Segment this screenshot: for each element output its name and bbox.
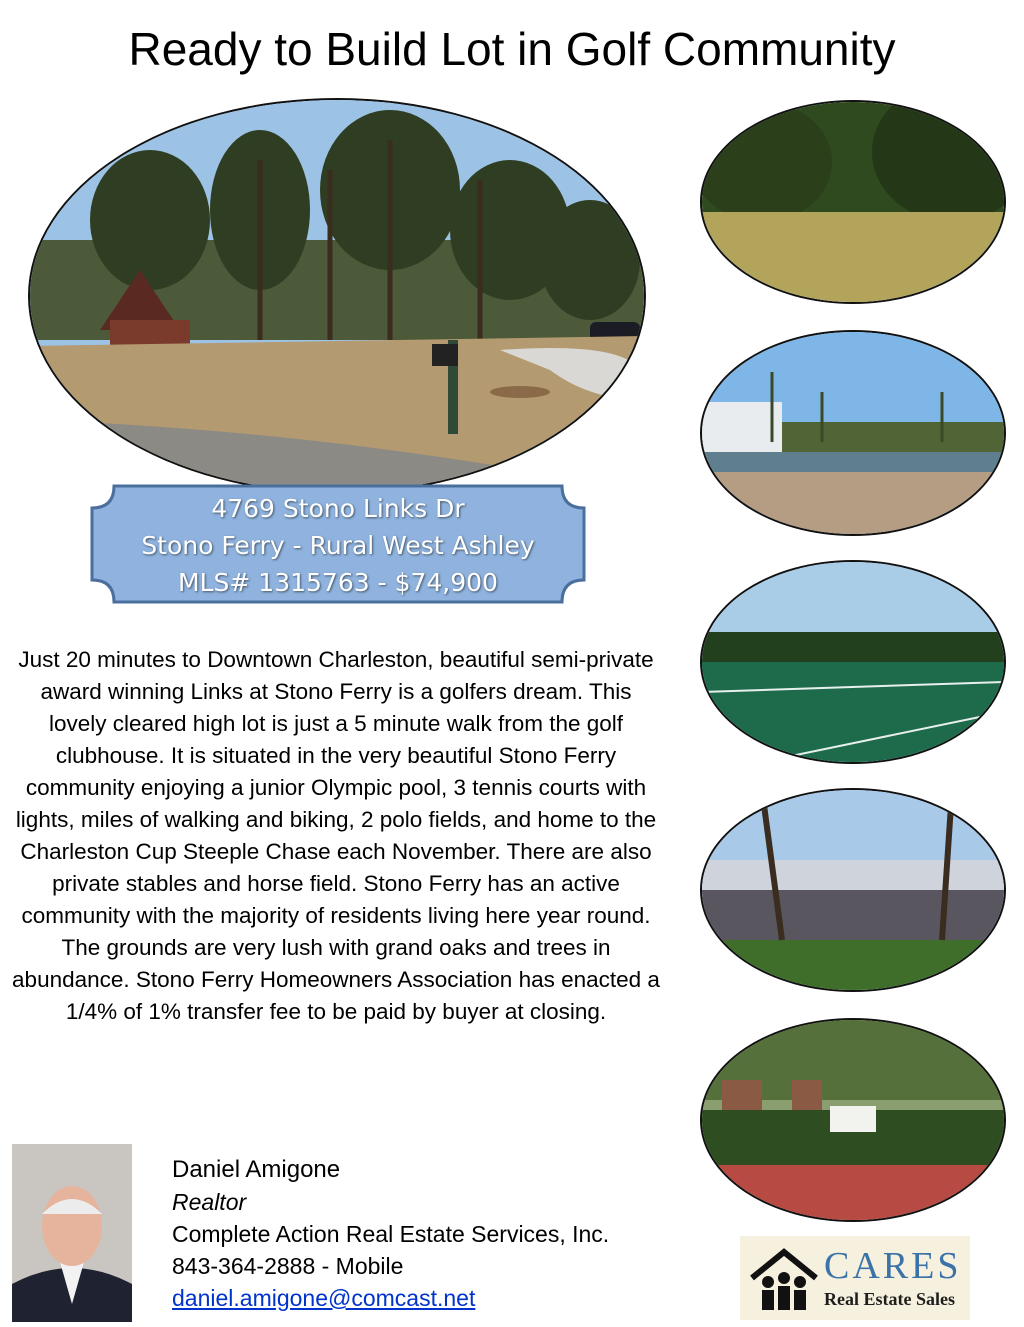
- listing-plaque: [90, 484, 586, 604]
- tennis-courts-photo: [700, 560, 1006, 764]
- listing-area: Stono Ferry - Rural West Ashley: [141, 531, 535, 560]
- entrance-sign-photo: [700, 1018, 1006, 1222]
- agent-email-link[interactable]: daniel.amigone@comcast.net: [172, 1285, 476, 1311]
- agent-name: Daniel Amigone: [172, 1156, 341, 1183]
- agent-portrait: [12, 1144, 132, 1322]
- page-title: Ready to Build Lot in Golf Community: [128, 23, 896, 75]
- logo-subtitle: Real Estate Sales: [824, 1289, 955, 1309]
- agent-role: Realtor: [172, 1189, 247, 1215]
- steeplechase-event-photo: [700, 788, 1006, 992]
- agent-company: Complete Action Real Estate Services, Inc.: [172, 1221, 610, 1247]
- agent-phone: 843-364-2888 - Mobile: [172, 1253, 404, 1279]
- cares-logo: [740, 1236, 970, 1320]
- agent-contact: [172, 1154, 609, 1314]
- pool-photo: [700, 330, 1006, 536]
- field-photo: [700, 100, 1006, 304]
- logo-name: CARES: [824, 1245, 962, 1287]
- listing-address: 4769 Stono Links Dr: [211, 494, 465, 523]
- house-family-icon: [748, 1248, 820, 1312]
- listing-mls-price: MLS# 1315763 - $74,900: [178, 568, 498, 597]
- listing-description: Just 20 minutes to Downtown Charleston, beautiful semi-private award winning Links at Stono Ferry is a golfers dream. This lovely cleared high lot is just a 5 minute walk from the golf clubhouse. It is situated in the very beautiful Stono Ferry community enjoying a junior Olympic pool, 3 tennis courts with lights, miles of walking and biking, 2 polo fields, and home to the Charleston Cup Steeple Chase each November. There are also private stables and horse field. Stono Ferry has an active community with the majority of residents living here year round. The grounds are very lush with grand oaks and trees in abundance. Stono Ferry Homeowners Association has enacted a 1/4% of 1% transfer fee to be paid by buyer at closing.: [12, 647, 660, 1024]
- lot-photo: [28, 98, 646, 494]
